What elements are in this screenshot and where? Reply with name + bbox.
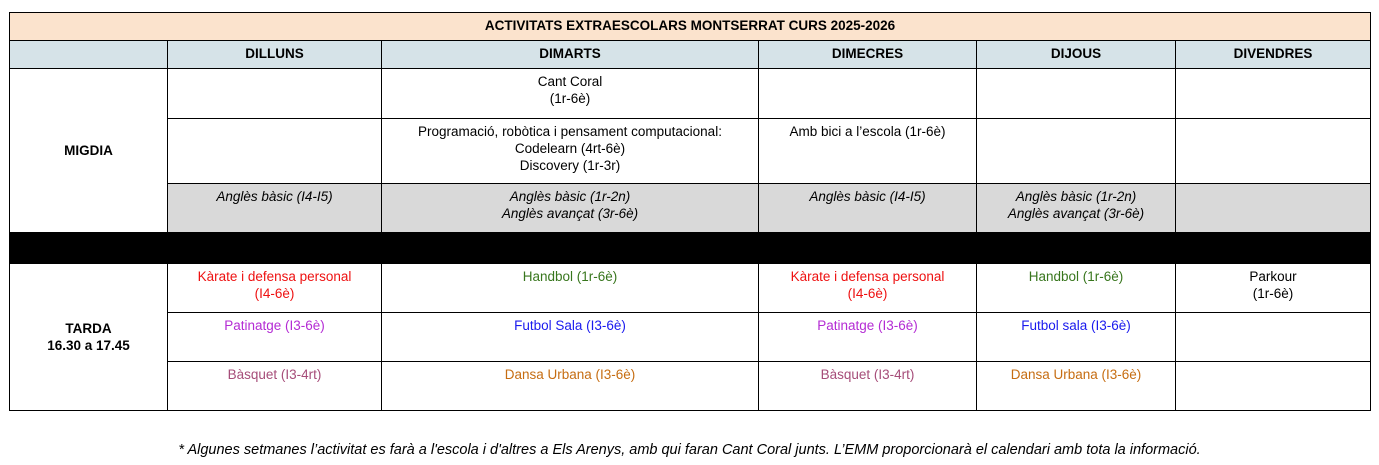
activity-dansa-urbana: Dansa Urbana (I3-6è) <box>504 367 636 382</box>
migdia-r2-dilluns <box>168 119 382 184</box>
tarda-r3-dimecres <box>759 362 977 411</box>
days-header-row <box>10 41 1371 69</box>
activity-karate: Kàrate i defensa personal <box>790 269 945 284</box>
migdia-r1-dijous <box>977 69 1176 119</box>
footnote: * Algunes setmanes l’activitat es farà a l'escola i d'altres a Els Arenys, amb qui faran Cant Coral junts. L’EMM proporcionarà el calendari amb tota la informació. <box>178 442 1201 458</box>
migdia-label: MIGDIA <box>10 69 168 233</box>
migdia-row-1 <box>10 69 1371 119</box>
migdia-row-2 <box>10 119 1371 184</box>
header-empty-cell <box>10 41 168 69</box>
tarda-r1-dimecres <box>759 264 977 313</box>
migdia-r1-divendres <box>1176 69 1371 119</box>
tarda-time: 16.30 a 17.45 <box>47 338 130 353</box>
header-dimarts: DIMARTS <box>382 41 759 69</box>
tarda-label <box>10 264 168 411</box>
tarda-title: TARDA <box>65 321 112 336</box>
migdia-r1-dimecres <box>759 69 977 119</box>
migdia-r1-dilluns <box>168 69 382 119</box>
activity-bici: Amb bici a l’escola (1r-6è) <box>789 124 946 139</box>
tarda-row-3 <box>10 362 1371 411</box>
header-dilluns: DILLUNS <box>168 41 382 69</box>
migdia-r3-dijous <box>977 184 1176 233</box>
activity-handbol: Handbol (1r-6è) <box>1028 269 1124 284</box>
activity-dansa-urbana: Dansa Urbana (I3-6è) <box>1010 367 1142 382</box>
migdia-r2-dimarts <box>382 119 759 184</box>
header-dijous: DIJOUS <box>977 41 1176 69</box>
tarda-r3-divendres <box>1176 362 1371 411</box>
migdia-r3-dimarts <box>382 184 759 233</box>
migdia-r3-dilluns <box>168 184 382 233</box>
header-divendres: DIVENDRES <box>1176 41 1371 69</box>
migdia-r3-dimecres <box>759 184 977 233</box>
activity-cant-coral: Cant Coral <box>537 74 603 89</box>
activity-angles-basic: Anglès bàsic (1r-2n) <box>509 189 631 204</box>
activity-level: (1r-6è) <box>1252 286 1294 301</box>
activity-futbol-sala: Futbol Sala (I3-6è) <box>514 318 626 333</box>
activity-patinatge: Patinatge (I3-6è) <box>224 318 325 333</box>
tarda-r1-divendres <box>1176 264 1371 313</box>
migdia-row-3 <box>10 184 1371 233</box>
activity-level: (I4-6è) <box>254 286 295 301</box>
activity-angles-basic: Anglès bàsic (I4-I5) <box>809 189 926 204</box>
table-title: ACTIVITATS EXTRAESCOLARS MONTSERRAT CURS 2025-2026 <box>10 13 1371 41</box>
separator-bar <box>10 233 1371 264</box>
migdia-r3-divendres <box>1176 184 1371 233</box>
tarda-r2-dimarts <box>382 313 759 362</box>
activity-angles-basic: Anglès bàsic (I4-I5) <box>216 189 333 204</box>
activities-table <box>9 12 1371 411</box>
tarda-r2-dilluns <box>168 313 382 362</box>
migdia-r2-dimecres <box>759 119 977 184</box>
activity-codelearn: Codelearn (4rt-6è) <box>514 141 626 156</box>
activity-parkour: Parkour <box>1249 269 1297 284</box>
tarda-r3-dilluns <box>168 362 382 411</box>
tarda-r2-divendres <box>1176 313 1371 362</box>
migdia-r1-dimarts <box>382 69 759 119</box>
tarda-r3-dimarts <box>382 362 759 411</box>
tarda-r3-dijous <box>977 362 1176 411</box>
tarda-r2-dimecres <box>759 313 977 362</box>
activity-karate: Kàrate i defensa personal <box>197 269 352 284</box>
tarda-r1-dijous <box>977 264 1176 313</box>
migdia-r2-dijous <box>977 119 1176 184</box>
activity-basquet: Bàsquet (I3-4rt) <box>227 367 322 382</box>
activity-angles-avancat: Anglès avançat (3r-6è) <box>1007 206 1145 221</box>
activity-programacio: Programació, robòtica i pensament computacional: <box>418 124 722 139</box>
tarda-r1-dilluns <box>168 264 382 313</box>
activity-level: (1r-6è) <box>549 91 591 106</box>
tarda-r2-dijous <box>977 313 1176 362</box>
activity-futbol-sala: Futbol sala (I3-6è) <box>1021 318 1131 333</box>
separator-row <box>10 233 1371 264</box>
activity-angles-basic: Anglès bàsic (1r-2n) <box>1015 189 1137 204</box>
activity-discovery: Discovery (1r-3r) <box>519 158 621 173</box>
migdia-r2-divendres <box>1176 119 1371 184</box>
activity-level: (I4-6è) <box>847 286 888 301</box>
tarda-row-2 <box>10 313 1371 362</box>
activity-angles-avancat: Anglès avançat (3r-6è) <box>501 206 639 221</box>
activity-basquet: Bàsquet (I3-4rt) <box>820 367 915 382</box>
tarda-r1-dimarts <box>382 264 759 313</box>
tarda-row-1 <box>10 264 1371 313</box>
activity-handbol: Handbol (1r-6è) <box>522 269 618 284</box>
header-dimecres: DIMECRES <box>759 41 977 69</box>
activity-patinatge: Patinatge (I3-6è) <box>817 318 918 333</box>
